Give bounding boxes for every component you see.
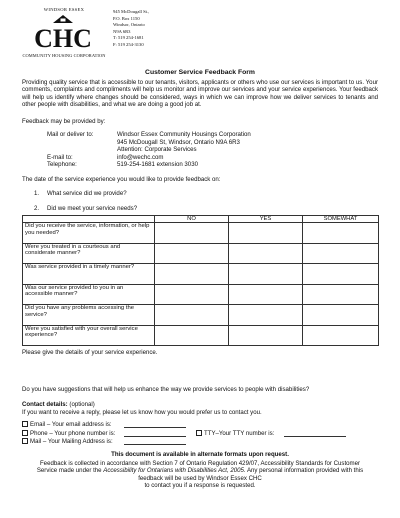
- wechc-logo: [21, 7, 107, 67]
- question-cell: Was service provided in a timely manner?: [23, 264, 155, 285]
- email-answer-line[interactable]: [124, 427, 186, 428]
- answer-cell-somewhat[interactable]: [303, 325, 379, 346]
- tty-answer-line[interactable]: [284, 436, 346, 437]
- table-row: [23, 223, 379, 244]
- answer-cell-yes[interactable]: [229, 284, 303, 305]
- answer-cell-yes[interactable]: [229, 325, 303, 346]
- logo-mark-text: CHC: [34, 24, 92, 53]
- feedback-by-text: Feedback may be provided by:: [22, 118, 106, 125]
- phone-checkbox[interactable]: [22, 430, 28, 436]
- mail-checkbox[interactable]: [22, 438, 28, 444]
- mail-label: Mail or deliver to:: [47, 131, 94, 138]
- question-cell: Were you satisfied with your overall service experience?: [23, 325, 155, 346]
- address-line: N9A 6R3: [113, 28, 131, 34]
- contact-details-label: Contact details:: [22, 401, 68, 408]
- answer-cell-no[interactable]: [155, 284, 229, 305]
- address-line: F: 519 254-3130: [113, 41, 144, 47]
- tty-option-label: TTY–Your TTY number is:: [204, 429, 275, 437]
- answer-cell-somewhat[interactable]: [303, 243, 379, 264]
- footer-text: to contact you if a response is requested.: [144, 482, 256, 490]
- answer-cell-yes[interactable]: [229, 305, 303, 326]
- contact-details-heading: [22, 401, 95, 408]
- question-cell: Were you treated in a courteous and considerate manner?: [23, 243, 155, 264]
- form-title: Customer Service Feedback Form: [145, 69, 255, 76]
- footer-text: . Any personal information provided with this feedback will be used by Windsor Essex CHC: [138, 467, 364, 482]
- answer-cell-yes[interactable]: [229, 223, 303, 244]
- answer-cell-yes[interactable]: [229, 243, 303, 264]
- footer-act-name: Accessibility for Ontarians with Disabilities Act, 2005: [103, 467, 244, 475]
- email-option-label: Email – Your email address is:: [30, 421, 112, 428]
- table-row: [23, 305, 379, 326]
- answer-cell-somewhat[interactable]: [303, 223, 379, 244]
- email-checkbox[interactable]: [22, 421, 28, 427]
- phone-option[interactable]: [22, 430, 115, 437]
- table-header-somewhat: SOMEWHAT: [303, 216, 379, 223]
- answer-cell-somewhat[interactable]: [303, 284, 379, 305]
- answer-cell-somewhat[interactable]: [303, 305, 379, 326]
- question-text: Did we meet your service needs?: [47, 205, 138, 212]
- address-line: Windsor, Ontario: [113, 22, 145, 28]
- table-header-yes: YES: [229, 216, 303, 223]
- answer-cell-yes[interactable]: [229, 264, 303, 285]
- table-row: [23, 243, 379, 264]
- question-cell: Was our service provided to you in an accessible manner?: [23, 284, 155, 305]
- answer-cell-no[interactable]: [155, 264, 229, 285]
- details-prompt: Please give the details of your service experience.: [22, 349, 158, 356]
- address-block: [113, 9, 149, 48]
- mail-line: Attention: Corporate Services: [117, 146, 197, 153]
- service-needs-table: [22, 215, 379, 346]
- logo-top-text: WINDSOR ESSEX: [43, 7, 85, 12]
- question-number: 2.: [34, 205, 40, 212]
- email-label: E-mail to:: [47, 153, 73, 161]
- suggestions-prompt: Do you have suggestions that will help us enhance the way we provide services to people with disabilities?: [22, 386, 310, 393]
- tty-option[interactable]: [196, 430, 274, 437]
- table-row: [23, 325, 379, 346]
- question-cell: Did you receive the service, information, or help you needed?: [23, 223, 155, 244]
- alternate-formats-notice: This document is available in alternate formats upon request.: [111, 451, 289, 458]
- table-header-row: [23, 216, 379, 223]
- intro-paragraph: Providing quality service that is accessible to our tenants, visitors, applicants or others who use our services is important to us. Your comments, complaints and compliments will help us monitor and improve our services and your service experiences. Your feedback will help us identify where changes should be considered, ways in which we can improve how we deliver services to tenants and other people with disabilities, and what we are doing a good job at.: [22, 79, 378, 108]
- answer-cell-no[interactable]: [155, 305, 229, 326]
- table-header: [23, 216, 155, 223]
- phone-value: 519-254-1681 extension 3030: [117, 161, 198, 168]
- email-link[interactable]: info@wechc.com: [117, 153, 164, 161]
- phone-option-label: Phone – Your phone number is:: [30, 429, 116, 437]
- phone-answer-line[interactable]: [124, 436, 186, 437]
- address-line: P.O. Box 1150: [113, 15, 140, 21]
- email-option[interactable]: [22, 421, 112, 428]
- answer-cell-no[interactable]: [155, 223, 229, 244]
- mail-option-label: Mail – Your Mailing Address is:: [30, 438, 113, 445]
- logo-bottom-text: COMMUNITY HOUSING CORPORATION: [22, 53, 106, 58]
- table-row: [23, 284, 379, 305]
- table-row: [23, 264, 379, 285]
- question-text: What service did we provide?: [47, 190, 127, 197]
- question-1: [34, 190, 127, 197]
- date-prompt: The date of the service experience you would like to provide feedback on:: [22, 176, 221, 183]
- answer-cell-somewhat[interactable]: [303, 264, 379, 285]
- question-cell: Did you have any problems accessing the service?: [23, 305, 155, 326]
- answer-cell-no[interactable]: [155, 325, 229, 346]
- tty-checkbox[interactable]: [196, 430, 202, 436]
- answer-cell-no[interactable]: [155, 243, 229, 264]
- phone-label: Telephone:: [47, 161, 77, 168]
- footer-text: Feedback is collected in accordance with Section 7 of Ontario Regulation 429/07, Accessibility Standards for Customer Service made under the: [36, 460, 361, 475]
- reply-prompt: If you want to receive a reply, please let us know how you would prefer us to contact you.: [22, 409, 262, 416]
- mail-answer-line[interactable]: [124, 444, 186, 445]
- question-2: [34, 205, 137, 212]
- address-line: T: 519 254-1681: [113, 35, 144, 41]
- table-header-no: NO: [155, 216, 229, 223]
- chc-logo-icon: [34, 13, 92, 53]
- mail-line: Windsor Essex Community Housings Corporation: [117, 131, 251, 138]
- address-line: 945 McDougall St.,: [113, 9, 150, 14]
- question-number: 1.: [34, 190, 40, 197]
- footer-notice: [30, 460, 370, 490]
- mail-option[interactable]: [22, 438, 113, 445]
- contact-details-optional: (optional): [67, 401, 95, 408]
- mail-line: 945 McDougall St, Windsor, Ontario N9A 6R3: [117, 138, 240, 146]
